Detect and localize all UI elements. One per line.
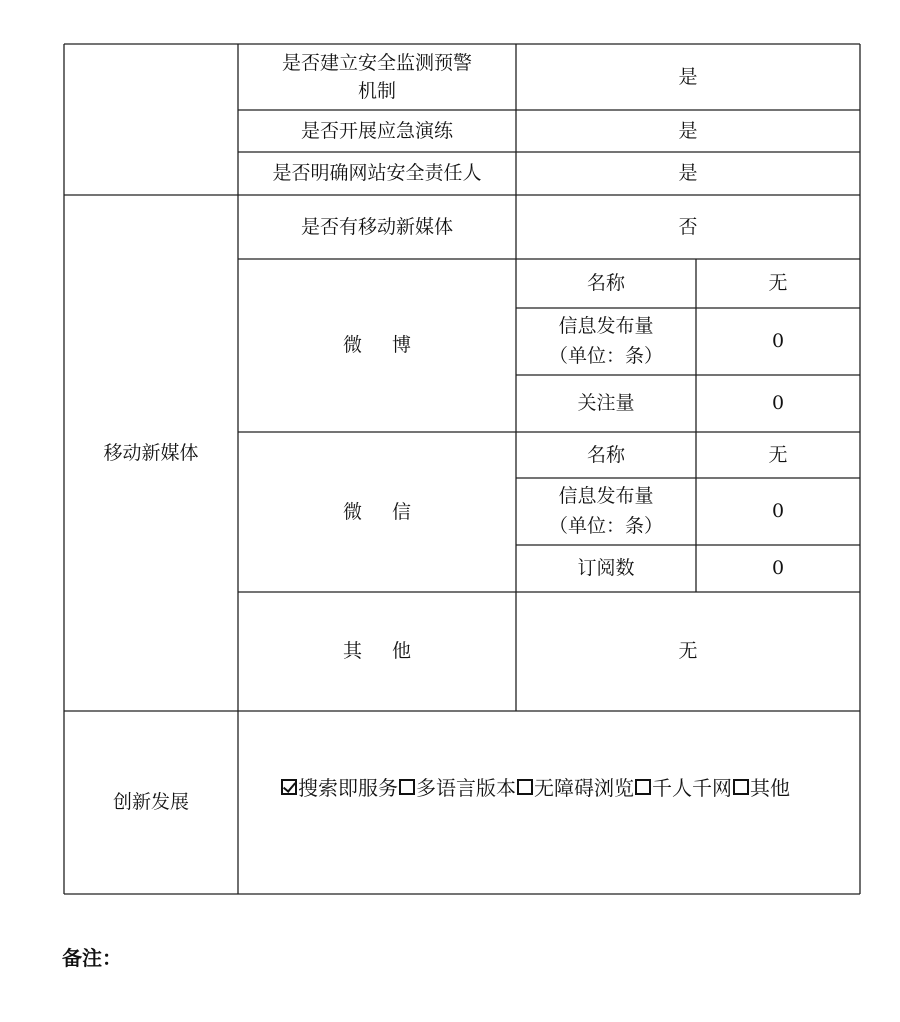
wechat-posts-value: 0 [771,500,785,523]
weibo-title-a: 微 [342,334,362,357]
option-personalized-checkbox[interactable] [635,779,651,795]
option-other-checkbox[interactable] [733,779,749,795]
weibo-posts-label-line2: （单位：条） [548,344,663,367]
weibo-name-value: 无 [768,272,788,295]
monitoring-value: 是 [678,65,698,88]
remarks-label: 备注： [62,946,122,970]
weibo-title [238,259,516,432]
weibo-followers-value: 0 [771,392,785,415]
wechat-subscribers-label: 订阅数 [577,557,635,580]
responsible-value: 是 [678,162,698,185]
weibo-title-b: 博 [392,334,412,357]
has-mobile-media-value: 否 [678,215,698,238]
wechat-posts-label [516,478,696,545]
weibo-name-label: 名称 [586,272,625,295]
weibo-posts-label [516,308,696,375]
option-accessibility-checkbox[interactable] [517,779,533,795]
weibo-posts-label-line1: 信息发布量 [558,315,654,338]
wechat-subscribers-value: 0 [771,557,785,580]
weibo-followers-label: 关注量 [577,392,635,415]
monitoring-label-line2: 机制 [357,80,396,102]
mobile-media-section-title: 移动新媒体 [103,441,199,464]
responsible-label: 是否明确网站安全责任人 [272,162,482,185]
option-other-label: 其他 [750,776,790,800]
other-title [238,592,516,711]
other-value: 无 [678,640,698,663]
option-search-service-checkbox[interactable] [281,779,297,795]
wechat-posts-label-line2: （单位：条） [548,514,663,537]
wechat-posts-label-line1: 信息发布量 [558,485,654,508]
has-mobile-media-label: 是否有移动新媒体 [300,215,453,238]
option-multilingual-label: 多语言版本 [416,776,516,800]
wechat-title-a: 微 [342,500,362,523]
other-title-b: 他 [392,640,412,663]
option-accessibility-label: 无障碍浏览 [534,776,634,800]
wechat-name-value: 无 [768,443,788,466]
innovation-section-title: 创新发展 [112,791,189,814]
option-personalized-label: 千人千网 [652,776,732,800]
wechat-name-label: 名称 [586,443,625,466]
monitoring-label [238,44,516,110]
other-title-a: 其 [342,640,362,663]
wechat-title [238,432,516,592]
drill-value: 是 [678,119,698,142]
drill-label: 是否开展应急演练 [300,119,453,142]
innovation-options [280,772,790,801]
weibo-posts-value: 0 [771,330,785,353]
monitoring-label-line1: 是否建立安全监测预警 [281,51,472,74]
option-multilingual-checkbox[interactable] [399,779,415,795]
option-search-service-label: 搜索即服务 [298,776,398,800]
wechat-title-b: 信 [392,500,412,523]
